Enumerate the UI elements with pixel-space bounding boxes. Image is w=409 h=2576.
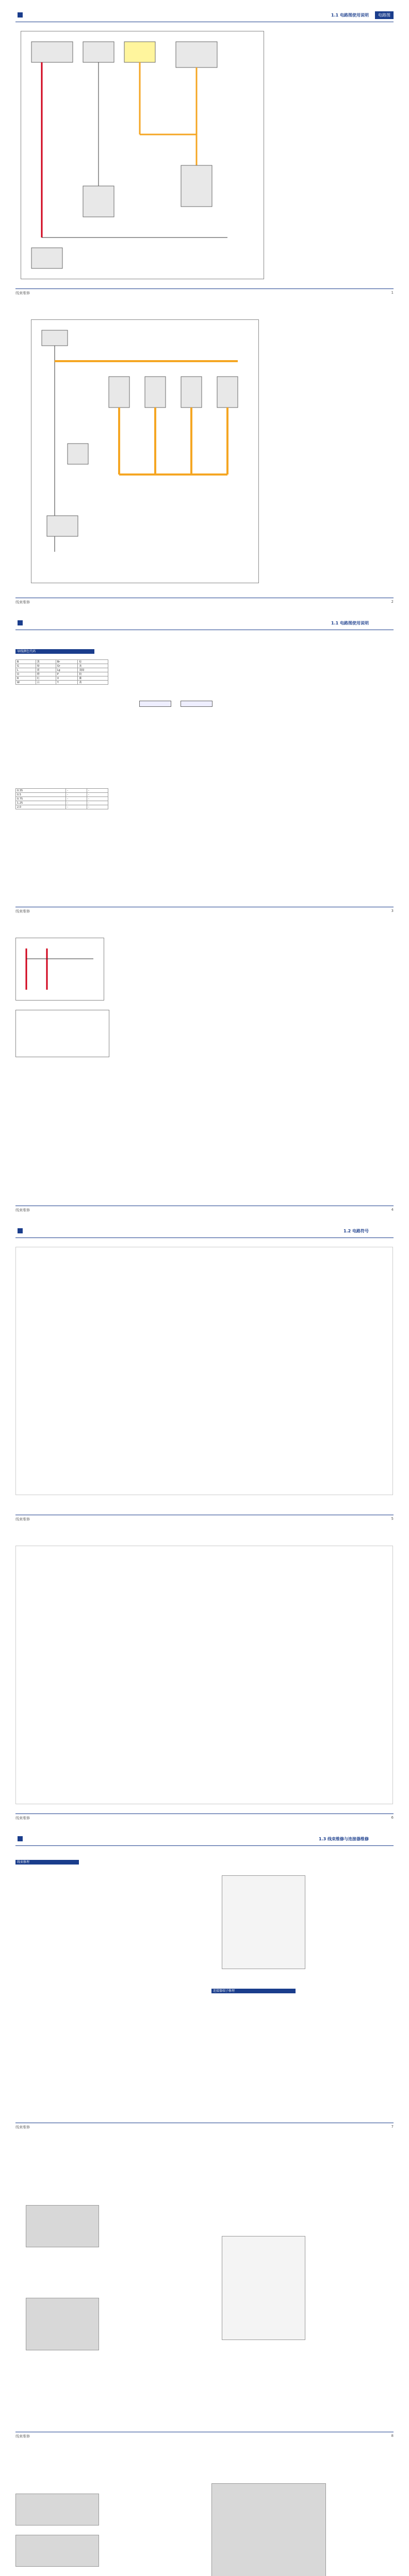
terminal-photo: [15, 2494, 99, 2526]
footer-left: 线束维修: [15, 1816, 30, 1820]
connector-symbol-icon: [139, 701, 171, 707]
circuit-drawing: [31, 320, 258, 583]
footer-page-number: 4: [391, 1208, 394, 1212]
footer-left: 线束维修: [15, 600, 30, 604]
page-6: [15, 1535, 394, 1824]
footer-page-number: 1: [391, 291, 394, 295]
connector-photo: [26, 2298, 99, 2350]
page-footer: [15, 1515, 394, 1522]
section-marker-icon: [18, 1228, 23, 1233]
section-heading: 线束修理: [15, 1860, 79, 1865]
connector-illustration: [222, 2236, 305, 2340]
section-marker-icon: [18, 620, 23, 625]
footer-page-number: 2: [391, 600, 394, 604]
footer-page-number: 7: [391, 2125, 394, 2129]
page-5: [15, 1226, 394, 1525]
page-2: [15, 309, 394, 608]
header-title: 1.3 线束维修与连接器维修: [319, 1837, 369, 1841]
page-9: [15, 2452, 394, 2576]
circuit-diagram: [31, 319, 259, 583]
footer-left: 线束维修: [15, 909, 30, 913]
terminal-photo: [15, 2535, 99, 2567]
footer-left: 线束维修: [15, 291, 30, 295]
page-header: [15, 618, 394, 630]
symbols-grid: [15, 1546, 393, 1804]
page-footer: [15, 2432, 394, 2439]
connector-symbol-icon: [181, 701, 212, 707]
page-footer: [15, 289, 394, 296]
page-footer: [15, 1206, 394, 1213]
section-badge: 电路图: [375, 11, 394, 19]
page-footer: [15, 907, 394, 914]
header-title: 1.2 电路符号: [343, 1229, 369, 1233]
header-title: 1.1 电路图使用说明: [331, 13, 369, 18]
symbols-grid: [15, 1247, 393, 1495]
footer-page-number: 6: [391, 1816, 394, 1820]
page-3: [15, 618, 394, 917]
engine-bay-photo: [211, 2483, 326, 2576]
wiring-example-drawing: [16, 938, 104, 1000]
section-marker-icon: [18, 12, 23, 18]
wire-spec-table: 0.35 - - 0.5 - - 0.75 - - 1.25 - - 2.0 - -: [15, 788, 108, 809]
page-footer: [15, 598, 394, 605]
page-7: [15, 1834, 394, 2133]
section-marker-icon: [18, 1836, 23, 1841]
section-heading: 连接器端子修理: [211, 1989, 296, 1993]
page-footer: [15, 1814, 394, 1821]
section-heading: 导线颜色代码: [15, 649, 94, 654]
circuit-drawing: [21, 31, 264, 279]
header-title: 1.1 电路图使用说明: [331, 621, 369, 625]
footer-left: 线束维修: [15, 1517, 30, 1521]
circuit-diagram: [21, 31, 264, 279]
footer-left: 线束维修: [15, 2434, 30, 2438]
page-footer: [15, 2123, 394, 2130]
wiring-example-diagram: [15, 938, 104, 1001]
page-header: [15, 1226, 394, 1238]
page-8: [15, 2143, 394, 2442]
connector-photo: [26, 2205, 99, 2247]
page-header: [15, 10, 394, 22]
color-code-table: B 黑 Br 棕 G 绿 Gr 灰 L 蓝 Lg 浅绿 O 橙 P 粉 R 红 V 紫 W 白 Y 黄: [15, 659, 108, 685]
wiring-illustration: [222, 1875, 305, 1969]
page-1: [15, 10, 394, 299]
page-header: [15, 1834, 394, 1846]
footer-page-number: 5: [391, 1517, 394, 1521]
ground-diagram: [15, 1010, 109, 1057]
footer-page-number: 3: [391, 909, 394, 913]
footer-page-number: 8: [391, 2434, 394, 2438]
footer-left: 线束维修: [15, 1208, 30, 1212]
page-4: [15, 927, 394, 1216]
footer-left: 线束维修: [15, 2125, 30, 2129]
